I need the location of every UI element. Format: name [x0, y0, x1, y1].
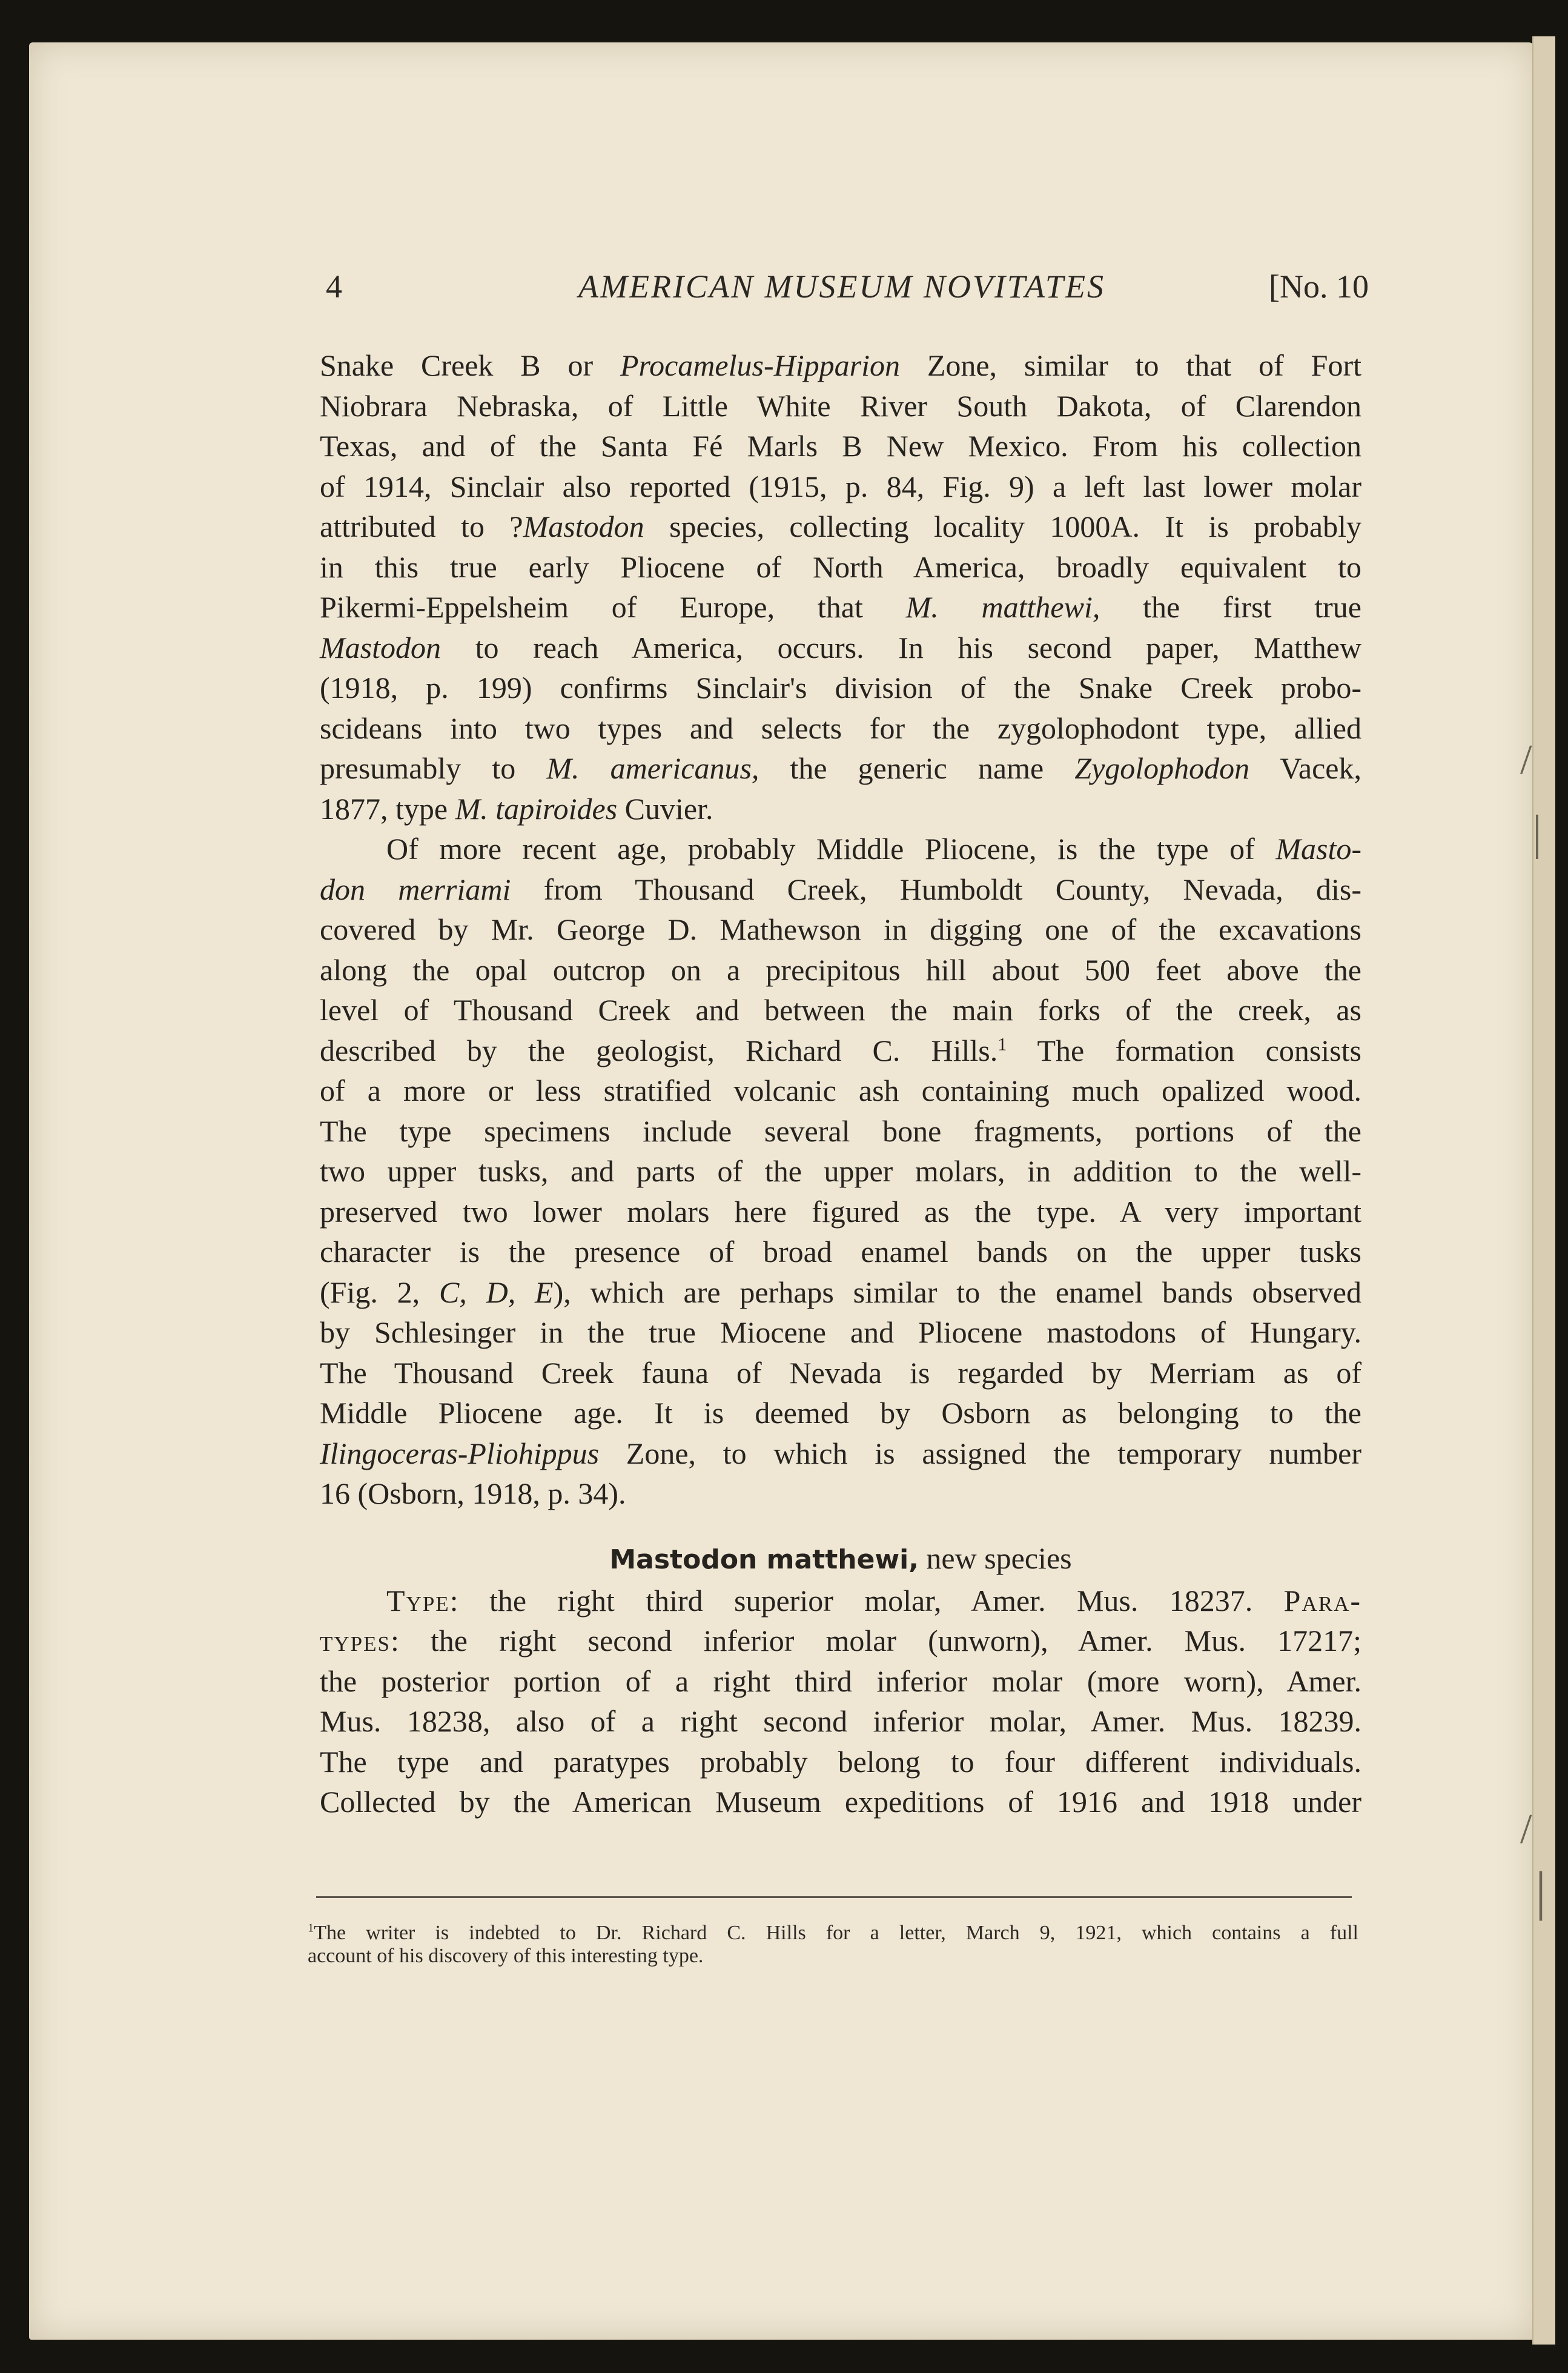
- footnote-rule: [316, 1896, 1352, 1898]
- text-line: the posterior portion of a right third inferior molar (more worn), Amer.: [320, 1664, 1361, 1698]
- text-line: The Thousand Creek fauna of Nevada is regarded by Merriam as of: [320, 1355, 1361, 1390]
- text-line: of a more or less stratified volcanic ash containing much opalized wood.: [320, 1074, 1361, 1107]
- page-edge: [1532, 36, 1555, 2345]
- text-line: presumably to M. americanus, the generic name Zygolophodon Vacek,: [320, 751, 1362, 785]
- running-head: [315, 268, 1369, 310]
- text-line: in this true early Pliocene of North America, broadly equivalent to: [320, 549, 1361, 584]
- text-line: Niobrara Nebraska, of Little White River South Dakota, of Clarendon: [320, 388, 1361, 423]
- footnote: [308, 1922, 1358, 1968]
- footnote-marker: 1: [308, 1921, 314, 1935]
- paragraph-2: [320, 829, 1361, 1514]
- text-line: Type: the right third superior molar, Amer. Mus. 18237. Para-: [386, 1583, 1361, 1618]
- text-line: The type and paratypes probably belong to four different individuals.: [320, 1744, 1361, 1779]
- text-line: (Fig. 2, C, D, E), which are perhaps similar to the enamel bands observed: [320, 1275, 1361, 1309]
- text-line: preserved two lower molars here figured as the type. A very important: [320, 1194, 1361, 1229]
- issue-number: [No. 10: [1269, 268, 1369, 305]
- text-line: Mus. 18238, also of a right second inferior molar, Amer. Mus. 18239.: [320, 1704, 1361, 1738]
- body-text: [320, 345, 1361, 1822]
- text-line: along the opal outcrop on a precipitous hill about 500 feet above the: [320, 952, 1361, 987]
- footnote-ref: 1: [997, 1034, 1007, 1054]
- page-mark: /: [1520, 1806, 1532, 1853]
- footnote-line: $^1$The writer is indebted to Dr. Richard C. Hills for a letter, March 9, 1921, which contains a full: [308, 1921, 1358, 1944]
- text-line: scideans into two types and selects for the zygolophodont type, allied: [320, 711, 1361, 745]
- text-line: Texas, and of the Santa Fé Marls B New Mexico. From his collection: [320, 429, 1361, 463]
- species-heading: Mastodon matthewi, new species: [609, 1541, 1072, 1575]
- text-line: types: the right second inferior molar (unworn), Amer. Mus. 17217;: [320, 1624, 1361, 1658]
- text-line: don merriami from Thousand Creek, Humboldt County, Nevada, dis-: [320, 872, 1361, 906]
- text-line: level of Thousand Creek and between the main forks of the creek, as: [320, 993, 1361, 1027]
- paragraph-1: [320, 345, 1361, 829]
- text-line: Ilingoceras-Pliohippus Zone, to which is assigned the temporary number: [320, 1436, 1361, 1470]
- text-line: 1877, type M. tapiroides Cuvier.: [320, 791, 713, 826]
- page-mark: |: [1532, 806, 1543, 860]
- footnote-line: account of his discovery of this interesting type.: [308, 1945, 704, 1967]
- text-line: 16 (Osborn, 1918, p. 34).: [320, 1476, 626, 1510]
- text-line: described by the geologist, Richard C. Hills.$^1$ The formation consists: [320, 1033, 1361, 1067]
- page-number: 4: [326, 268, 342, 305]
- page-mark: /: [1520, 737, 1532, 783]
- page-mark: |: [1535, 1861, 1547, 1921]
- text-line: Pikermi-Eppelsheim of Europe, that M. matthewi, the first true: [320, 590, 1361, 624]
- text-line: Middle Pliocene age. It is deemed by Osborn as belonging to the: [320, 1396, 1361, 1430]
- text-line: two upper tusks, and parts of the upper molars, in addition to the well-: [320, 1154, 1361, 1188]
- journal-title: AMERICAN MUSEUM NOVITATES: [578, 268, 1105, 305]
- text-line: attributed to ?Mastodon species, collecting locality 1000A. It is probably: [320, 509, 1362, 543]
- text-line: Of more recent age, probably Middle Pliocene, is the type of Masto-: [386, 832, 1361, 866]
- text-line: (1918, p. 199) confirms Sinclair's division of the Snake Creek probo-: [320, 671, 1361, 705]
- text-line: of 1914, Sinclair also reported (1915, p. 84, Fig. 9) a left last lower molar: [320, 469, 1361, 503]
- text-line: covered by Mr. George D. Mathewson in digging one of the excavations: [320, 912, 1361, 946]
- text-line: Snake Creek B or Procamelus-Hipparion Zone, similar to that of Fort: [320, 348, 1362, 382]
- text-line: character is the presence of broad enamel bands on the upper tusks: [320, 1235, 1361, 1269]
- text-line: Collected by the American Museum expeditions of 1916 and 1918 under: [320, 1785, 1361, 1819]
- text-line: Mastodon to reach America, occurs. In his second paper, Matthew: [320, 630, 1361, 665]
- text-line: by Schlesinger in the true Miocene and Pliocene mastodons of Hungary.: [320, 1315, 1361, 1349]
- paragraph-3: [320, 1581, 1361, 1822]
- text-line: The type specimens include several bone fragments, portions of the: [320, 1113, 1361, 1148]
